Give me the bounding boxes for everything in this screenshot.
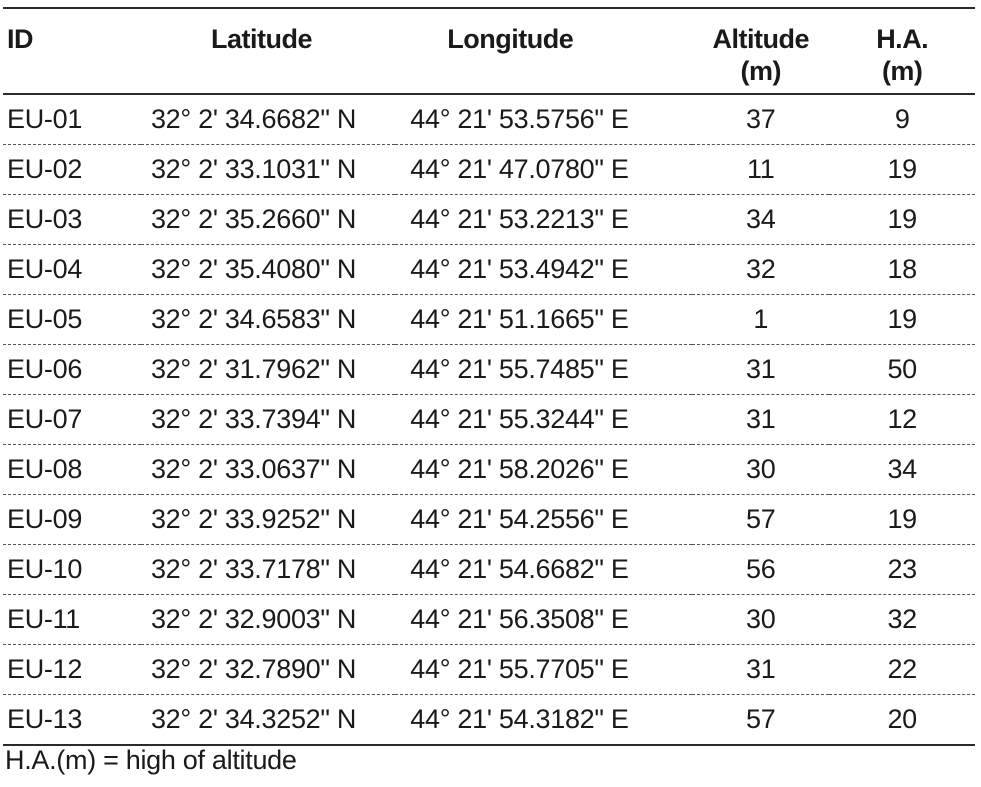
cell-id: EU-08 (7, 454, 83, 484)
cell-latitude: 32° 2' 34.6682" N (150, 104, 357, 134)
cell-latitude: 32° 2' 35.4080" N (150, 254, 357, 284)
cell-id: EU-06 (7, 354, 83, 384)
table-row (3, 495, 975, 545)
cell-id: EU-11 (7, 604, 81, 634)
header-altitude (692, 8, 829, 94)
cell-ha: 19 (887, 154, 917, 184)
table-row (3, 695, 975, 746)
cell-latitude: 32° 2' 33.9252" N (150, 504, 357, 534)
table-row (3, 145, 975, 195)
cell-longitude: 44° 21' 53.2213" E (410, 204, 629, 234)
table-row (3, 595, 975, 645)
cell-latitude: 32° 2' 34.3252" N (150, 704, 357, 734)
cell-latitude: 32° 2' 33.0637" N (150, 454, 357, 484)
table-row (3, 195, 975, 245)
cell-id: EU-01 (7, 104, 83, 134)
cell-ha: 19 (887, 504, 917, 534)
cell-id: EU-05 (7, 304, 83, 334)
header-altitude-line-1: Altitude (712, 24, 810, 54)
cell-latitude: 32° 2' 33.7394" N (150, 404, 357, 434)
cell-longitude: 44° 21' 53.4942" E (410, 254, 629, 284)
table-row (3, 445, 975, 495)
cell-ha: 32 (887, 604, 917, 634)
header-latitude-line: Latitude (210, 24, 312, 54)
cell-longitude: 44° 21' 55.7485" E (410, 354, 629, 384)
cell-altitude: 11 (747, 154, 775, 184)
cell-ha: 9 (894, 104, 910, 134)
cell-longitude: 44° 21' 54.6682" E (410, 554, 629, 584)
cell-altitude: 30 (746, 604, 776, 634)
table-row (3, 645, 975, 695)
cell-longitude: 44° 21' 47.0780" E (410, 154, 629, 184)
cell-id: EU-03 (7, 204, 83, 234)
header-longitude (395, 8, 692, 94)
cell-altitude: 32 (746, 254, 776, 284)
cell-longitude: 44° 21' 51.1665" E (410, 304, 629, 334)
cell-longitude: 44° 21' 55.3244" E (410, 404, 629, 434)
cell-latitude: 32° 2' 32.9003" N (150, 604, 357, 634)
cell-ha: 23 (887, 554, 917, 584)
table-row (3, 94, 975, 145)
cell-id: EU-04 (7, 254, 83, 284)
cell-id: EU-09 (7, 504, 83, 534)
cell-ha: 19 (887, 204, 917, 234)
cell-altitude: 31 (746, 404, 776, 434)
table-row (3, 345, 975, 395)
cell-latitude: 32° 2' 34.6583" N (150, 304, 357, 334)
table-row (3, 395, 975, 445)
cell-longitude: 44° 21' 55.7705" E (410, 654, 629, 684)
cell-altitude: 37 (746, 104, 776, 134)
cell-id: EU-10 (7, 554, 83, 584)
cell-altitude: 57 (746, 704, 776, 734)
header-ha (829, 8, 975, 94)
table-row (3, 295, 975, 345)
header-latitude (141, 8, 395, 94)
cell-ha: 20 (887, 704, 917, 734)
cell-id: EU-07 (7, 404, 83, 434)
cell-longitude: 44° 21' 53.5756" E (410, 104, 629, 134)
cell-latitude: 32° 2' 35.2660" N (150, 204, 357, 234)
cell-latitude: 32° 2' 33.1031" N (150, 154, 357, 184)
coordinates-table (3, 7, 975, 746)
cell-ha: 19 (887, 304, 917, 334)
cell-altitude: 31 (746, 654, 776, 684)
cell-latitude: 32° 2' 33.7178" N (150, 554, 357, 584)
cell-longitude: 44° 21' 54.2556" E (410, 504, 629, 534)
header-row (3, 8, 975, 94)
cell-longitude: 44° 21' 56.3508" E (410, 604, 629, 634)
cell-altitude: 57 (746, 504, 776, 534)
cell-id: EU-12 (7, 654, 83, 684)
cell-altitude: 1 (753, 304, 769, 334)
cell-altitude: 31 (746, 354, 776, 384)
table-body (3, 94, 975, 745)
header-ha-line-1: H.A. (876, 24, 929, 54)
header-id-line: ID (7, 24, 33, 54)
cell-altitude: 34 (746, 204, 776, 234)
cell-ha: 18 (887, 254, 917, 284)
cell-ha: 22 (887, 654, 917, 684)
cell-id: EU-13 (7, 704, 83, 734)
cell-altitude: 30 (746, 454, 776, 484)
table-header (3, 8, 975, 94)
header-id (3, 8, 141, 94)
table-row (3, 545, 975, 595)
cell-longitude: 44° 21' 58.2026" E (410, 454, 629, 484)
cell-longitude: 44° 21' 54.3182" E (410, 704, 629, 734)
footnote: H.A.(m) = high of altitude (5, 745, 297, 775)
cell-ha: 34 (887, 454, 917, 484)
cell-ha: 50 (887, 354, 917, 384)
cell-id: EU-02 (7, 154, 83, 184)
cell-ha: 12 (887, 404, 917, 434)
header-altitude-line-2: (m) (740, 56, 782, 86)
header-longitude-line: Longitude (447, 24, 574, 54)
cell-altitude: 56 (746, 554, 776, 584)
cell-latitude: 32° 2' 31.7962" N (150, 354, 357, 384)
cell-latitude: 32° 2' 32.7890" N (150, 654, 357, 684)
table-row (3, 245, 975, 295)
header-ha-line-2: (m) (881, 56, 923, 86)
